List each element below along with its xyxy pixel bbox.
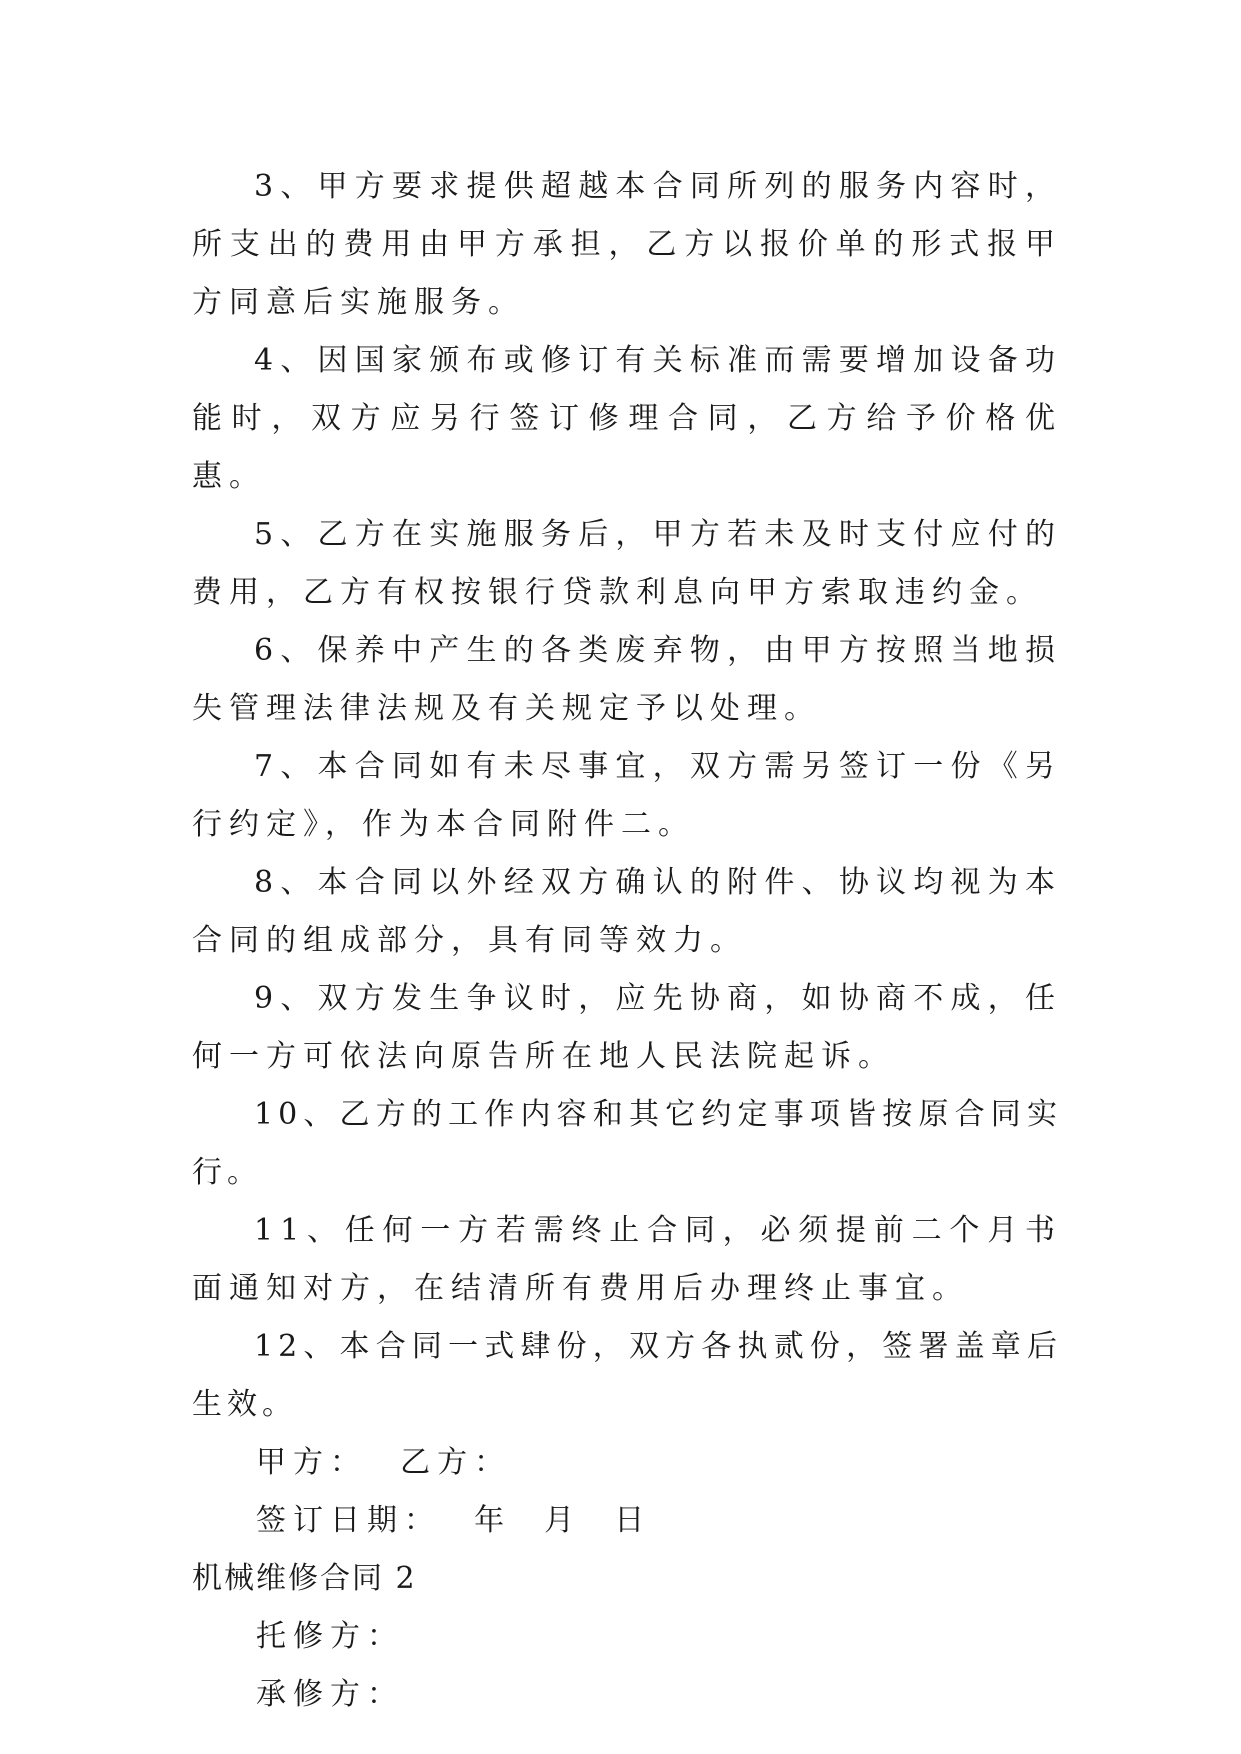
clause-12: 12、本合同一式肆份，双方各执贰份，签署盖章后生效。 xyxy=(192,1329,1062,1422)
clause-11: 11、任何一方若需终止合同，必须提前二个月书面通知对方，在结清所有费用后办理终止事宜。 xyxy=(192,1213,1062,1306)
clause-4: 4、因国家颁布或修订有关标准而需要增加设备功能时，双方应另行签订修理合同，乙方给予价格优惠。 xyxy=(192,343,1062,494)
section-title: 机械维修合同 2 xyxy=(192,1561,417,1596)
clause-8: 8、本合同以外经双方确认的附件、协议均视为本合同的组成部分，具有同等效力。 xyxy=(192,865,1062,958)
clause-6: 6、保养中产生的各类废弃物，由甲方按照当地损失管理法律法规及有关规定予以处理。 xyxy=(192,633,1062,726)
document-page xyxy=(192,158,1062,1724)
client-label: 托修方： xyxy=(256,1619,404,1654)
clause-7: 7、本合同如有未尽事宜，双方需另签订一份《另行约定》，作为本合同附件二。 xyxy=(192,749,1062,842)
clause-10: 10、乙方的工作内容和其它约定事项皆按原合同实行。 xyxy=(192,1097,1062,1190)
clause-5: 5、乙方在实施服务后，甲方若未及时支付应付的费用，乙方有权按银行贷款利息向甲方索取违约金。 xyxy=(192,517,1062,610)
clause-3: 3、甲方要求提供超越本合同所列的服务内容时，所支出的费用由甲方承担，乙方以报价单的形式报甲方同意后实施服务。 xyxy=(192,169,1062,320)
signature-parties: 甲方： 乙方： xyxy=(256,1445,512,1480)
clause-9: 9、双方发生争议时，应先协商，如协商不成，任何一方可依法向原告所在地人民法院起诉。 xyxy=(192,981,1062,1074)
signature-date: 签订日期： 年 月 日 xyxy=(256,1503,652,1538)
contractor-label: 承修方： xyxy=(256,1677,404,1712)
